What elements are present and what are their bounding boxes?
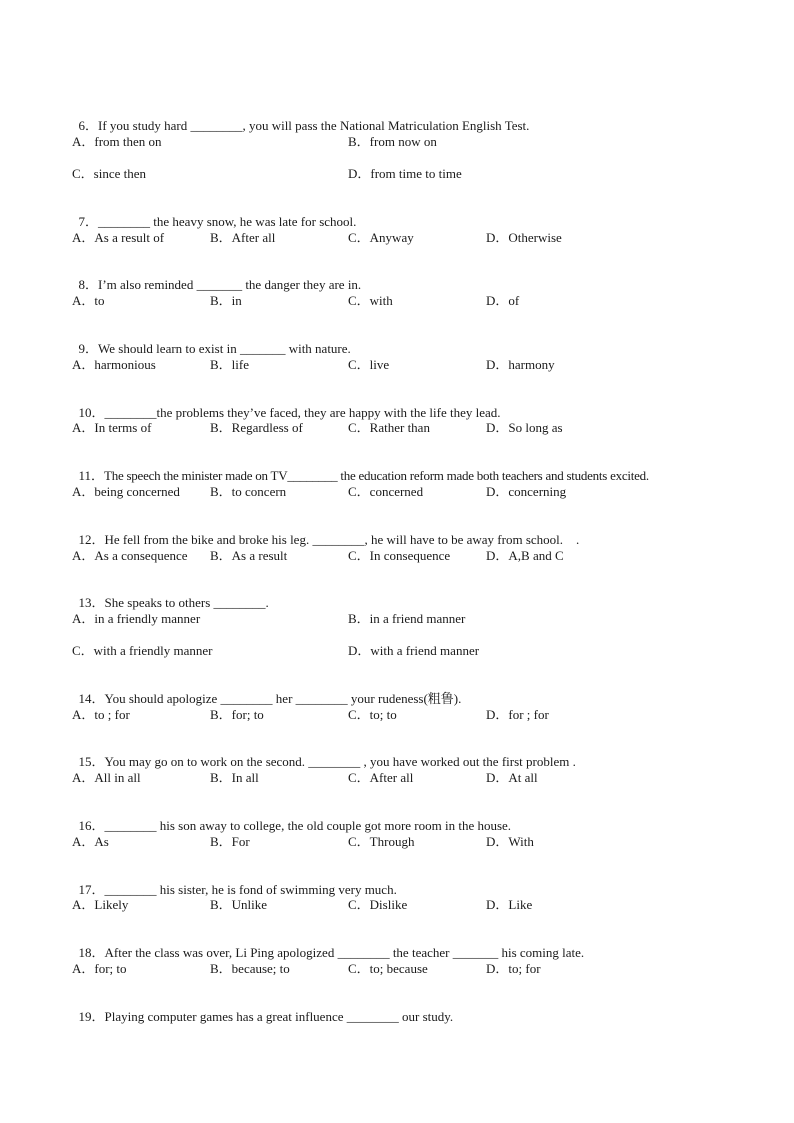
option-c: C．with bbox=[348, 293, 393, 308]
option-c: C．In consequence bbox=[348, 548, 451, 563]
question-number: 9． bbox=[78, 341, 99, 356]
question-number: 17． bbox=[78, 882, 105, 897]
option-b: B．Unlike bbox=[210, 897, 268, 912]
option-b: B．Regardless of bbox=[210, 420, 303, 435]
question-13 bbox=[72, 579, 269, 611]
option-d: D．from time to time bbox=[348, 166, 462, 181]
question-stem: We should learn to exist in _______ with nature. bbox=[98, 341, 351, 356]
question-stem: After the class was over, Li Ping apologized ________ the teacher _______ his coming late. bbox=[104, 945, 585, 960]
option-d: D．for ; for bbox=[486, 707, 549, 722]
option-b: B．for; to bbox=[210, 707, 264, 722]
option-a: A．for; to bbox=[72, 961, 127, 976]
question-number: 12． bbox=[78, 532, 105, 547]
option-c: C．since then bbox=[72, 166, 147, 181]
question-number: 13． bbox=[78, 595, 105, 610]
question-stem: ________ the heavy snow, he was late for school. bbox=[98, 214, 357, 229]
option-d: D．with a friend manner bbox=[348, 643, 480, 658]
option-d: D．concerning bbox=[486, 484, 567, 499]
question-stem: ________ his sister, he is fond of swimming very much. bbox=[104, 882, 397, 897]
question-15 bbox=[72, 738, 576, 770]
option-d: D．A,B and C bbox=[486, 548, 564, 563]
option-b: B．After all bbox=[210, 230, 276, 245]
question-stem: Playing computer games has a great influence ________ our study. bbox=[104, 1009, 454, 1024]
question-number: 16． bbox=[78, 818, 105, 833]
question-stem: If you study hard ________, you will pass the National Matriculation English Test. bbox=[98, 118, 530, 133]
option-d: D．to; for bbox=[486, 961, 541, 976]
option-d: D．Like bbox=[486, 897, 533, 912]
question-14 bbox=[72, 675, 461, 707]
question-16 bbox=[72, 802, 511, 834]
question-9 bbox=[72, 325, 351, 357]
question-number: 15． bbox=[78, 754, 105, 769]
option-c: C．with a friendly manner bbox=[72, 643, 213, 658]
option-d: D．Otherwise bbox=[486, 230, 562, 245]
option-d: D．of bbox=[486, 293, 520, 308]
option-c: C．Dislike bbox=[348, 897, 408, 912]
option-a: A．harmonious bbox=[72, 357, 156, 372]
question-number: 10． bbox=[78, 405, 105, 420]
option-d: D．With bbox=[486, 834, 534, 849]
option-a: A．to ; for bbox=[72, 707, 130, 722]
option-a: A．In terms of bbox=[72, 420, 152, 435]
option-d: D．At all bbox=[486, 770, 538, 785]
question-12 bbox=[72, 516, 579, 548]
question-stem: The speech the minister made on TV________ the education reform made both teachers and students excited. bbox=[104, 468, 649, 483]
option-a: A．As bbox=[72, 834, 109, 849]
option-d: D．So long as bbox=[486, 420, 563, 435]
option-b: B．As a result bbox=[210, 548, 288, 563]
question-19 bbox=[72, 993, 453, 1025]
question-number: 14． bbox=[78, 691, 105, 706]
option-a: A．All in all bbox=[72, 770, 141, 785]
question-10 bbox=[72, 389, 501, 421]
option-b: B．because; to bbox=[210, 961, 290, 976]
option-c: C．to; because bbox=[348, 961, 428, 976]
question-6 bbox=[72, 102, 529, 134]
option-c: C．After all bbox=[348, 770, 414, 785]
option-c: C．Anyway bbox=[348, 230, 414, 245]
question-stem: ________the problems they’ve faced, they are happy with the life they lead. bbox=[104, 405, 501, 420]
question-17 bbox=[72, 866, 397, 898]
question-stem: You should apologize ________ her ________ your rudeness(粗鲁). bbox=[104, 691, 462, 706]
option-b: B．life bbox=[210, 357, 249, 372]
option-c: C．Rather than bbox=[348, 420, 430, 435]
option-c: C．live bbox=[348, 357, 390, 372]
option-a: A．As a result of bbox=[72, 230, 165, 245]
option-b: B．In all bbox=[210, 770, 259, 785]
question-number: 6． bbox=[78, 118, 99, 133]
option-c: C．Through bbox=[348, 834, 415, 849]
option-a: A．in a friendly manner bbox=[72, 611, 201, 626]
question-stem: I’m also reminded _______ the danger they are in. bbox=[98, 277, 362, 292]
question-18 bbox=[72, 929, 584, 961]
question-stem: He fell from the bike and broke his leg. ________, he will have to be away from school. . bbox=[104, 532, 580, 547]
question-8 bbox=[72, 261, 361, 293]
option-c: C．to; to bbox=[348, 707, 397, 722]
question-number: 18． bbox=[78, 945, 105, 960]
option-a: A．As a consequence bbox=[72, 548, 188, 563]
option-b: B．in bbox=[210, 293, 242, 308]
option-a: A．Likely bbox=[72, 897, 129, 912]
question-number: 8． bbox=[78, 277, 99, 292]
question-number: 19． bbox=[78, 1009, 105, 1024]
question-stem: She speaks to others ________. bbox=[104, 595, 269, 610]
option-b: B．from now on bbox=[348, 134, 437, 149]
option-d: D．harmony bbox=[486, 357, 555, 372]
option-c: C．concerned bbox=[348, 484, 424, 499]
question-11 bbox=[72, 452, 649, 484]
option-a: A．being concerned bbox=[72, 484, 180, 499]
question-7 bbox=[72, 198, 356, 230]
question-stem: You may go on to work on the second. ________ , you have worked out the first problem . bbox=[104, 754, 576, 769]
option-b: B．For bbox=[210, 834, 250, 849]
question-stem: ________ his son away to college, the old couple got more room in the house. bbox=[104, 818, 512, 833]
option-b: B．in a friend manner bbox=[348, 611, 466, 626]
option-a: A．to bbox=[72, 293, 105, 308]
option-a: A．from then on bbox=[72, 134, 162, 149]
question-number: 7． bbox=[78, 214, 99, 229]
question-number: 11． bbox=[78, 468, 105, 483]
option-b: B．to concern bbox=[210, 484, 287, 499]
